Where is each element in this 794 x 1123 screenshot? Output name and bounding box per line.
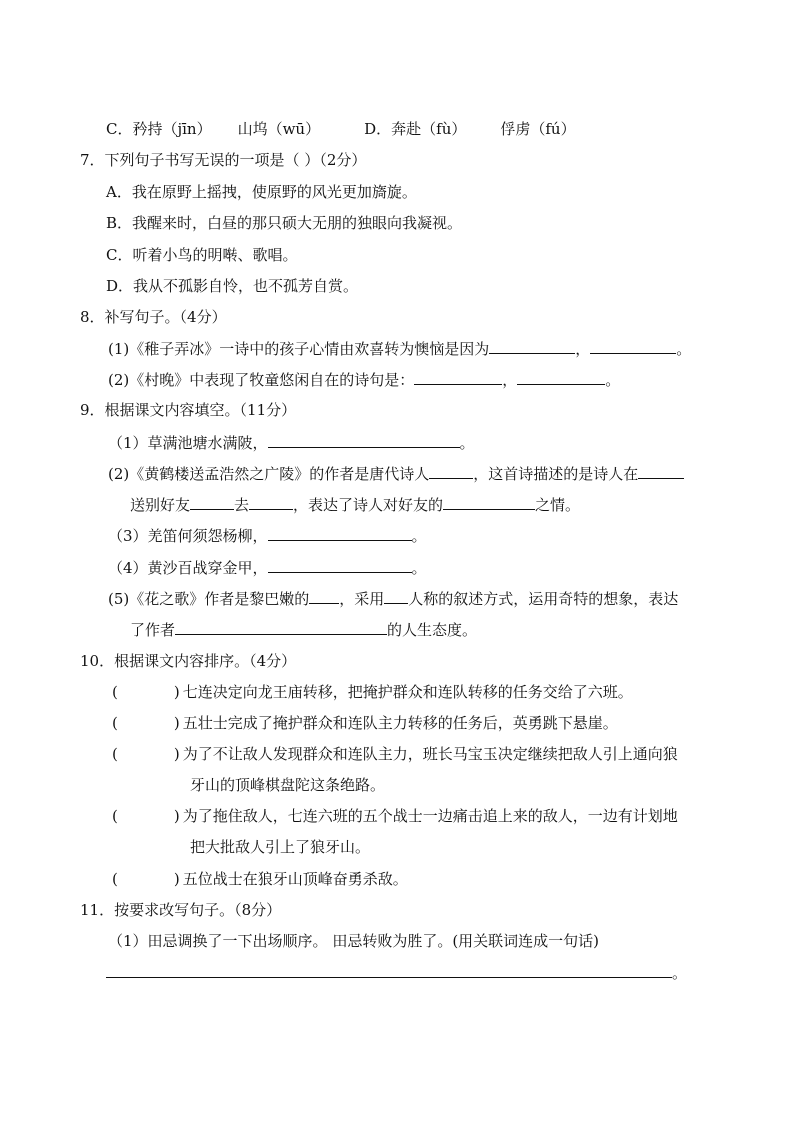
q9-item-2-blank-feeling[interactable] bbox=[443, 494, 535, 510]
q9-item-4-end: 。 bbox=[411, 559, 427, 577]
q6-option-c-extra: 山坞（wū） bbox=[237, 120, 321, 138]
q9-item-2-line-2 bbox=[130, 494, 580, 515]
q10-item-3-continued: 牙山的顶峰棋盘陀这条绝路。 bbox=[190, 776, 386, 794]
q10-item-2 bbox=[112, 713, 618, 733]
q8-item-1-sep: ， bbox=[575, 340, 591, 358]
q11-item-1-answer-line bbox=[106, 962, 687, 983]
q9-item-1-end: 。 bbox=[459, 434, 475, 452]
q8-item-2-sep: ， bbox=[502, 371, 518, 389]
q10-item-4-text: 为了拖住敌人，七连六班的五个战士一边痛击追上来的敌人，一边有计划地 bbox=[182, 807, 678, 825]
q9-item-5-b: ，采用 bbox=[339, 590, 385, 608]
q10-item-2-paren-close: ) bbox=[173, 714, 180, 732]
q10-item-1-paren-open: ( bbox=[112, 683, 118, 701]
q8-item-1-end: 。 bbox=[676, 340, 692, 358]
q9-item-5-line-2 bbox=[130, 619, 477, 640]
q7-option-b: B．我醒来时，白昼的那只硕大无朋的独眼向我凝视。 bbox=[106, 214, 463, 232]
q9-item-1-text: （1）草满池塘水满陂， bbox=[108, 434, 268, 452]
q9-item-3-text: （3）羌笛何须怨杨柳， bbox=[108, 527, 268, 545]
q9-item-2-d: 去 bbox=[234, 496, 250, 514]
q10-item-5-paren-close: ) bbox=[173, 870, 180, 888]
q8-question: 8．补写句子。（4分） bbox=[80, 308, 227, 326]
q10-item-4-paren-close: ) bbox=[173, 807, 180, 825]
q7-question: 7．下列句子书写无误的一项是（ ）（2分） bbox=[80, 151, 367, 169]
q10-item-1-paren-close: ) bbox=[173, 683, 180, 701]
q8-item-2-blank-1[interactable] bbox=[414, 369, 502, 385]
q10-item-1 bbox=[112, 682, 633, 702]
q9-item-5-d: 了作者 bbox=[130, 621, 176, 639]
q9-item-2-blank-poet[interactable] bbox=[429, 463, 473, 479]
q10-item-3-text: 为了不让敌人发现群众和连队主力，班长马宝玉决定继续把敌人引上通向狼 bbox=[182, 745, 678, 763]
q9-item-5-e: 的人生态度。 bbox=[387, 621, 478, 639]
q8-item-2-blank-2[interactable] bbox=[517, 369, 605, 385]
q9-item-2-b: ，这首诗描述的是诗人在 bbox=[473, 465, 639, 483]
q9-item-5-blank-author[interactable] bbox=[309, 588, 339, 604]
q10-item-5-text: 五位战士在狼牙山顶峰奋勇杀敌。 bbox=[182, 870, 408, 888]
q7-option-a: A．我在原野上摇拽，使原野的风光更加旖旋。 bbox=[106, 183, 417, 201]
q9-item-3-blank[interactable] bbox=[268, 525, 412, 541]
q9-item-3-end: 。 bbox=[411, 527, 427, 545]
q10-item-2-paren-open: ( bbox=[112, 714, 118, 732]
q9-item-2-blank-place[interactable] bbox=[638, 463, 684, 479]
q9-item-4 bbox=[108, 557, 427, 578]
q11-item-1-end: 。 bbox=[672, 964, 688, 982]
q10-item-4-paren-open: ( bbox=[112, 807, 118, 825]
q10-item-3-paren-open: ( bbox=[112, 745, 118, 763]
q6-options-row bbox=[106, 119, 576, 139]
q8-item-2-text: (2)《村晚》中表现了牧童悠闲自在的诗句是： bbox=[108, 371, 415, 389]
q7-option-c: C．听着小鸟的明啭、歌唱。 bbox=[106, 246, 298, 264]
q7-option-d: D．我从不孤影自怜，也不孤芳自赏。 bbox=[106, 277, 359, 295]
q9-item-2-a: (2)《黄鹤楼送孟浩然之广陵》的作者是唐代诗人 bbox=[108, 465, 430, 483]
q6-option-c: C．矜持（jīn） bbox=[106, 120, 212, 138]
q6-option-d: D．奔赴（fù） bbox=[364, 120, 467, 138]
q11-item-1: （1）田忌调换了一下出场顺序。 田忌转败为胜了。(用关联词连成一句话) bbox=[108, 932, 600, 950]
q10-item-2-text: 五壮士完成了掩护群众和连队主力转移的任务后，英勇跳下悬崖。 bbox=[182, 714, 618, 732]
q10-item-4 bbox=[112, 806, 678, 826]
q10-item-3-paren-close: ) bbox=[173, 745, 180, 763]
q8-item-2 bbox=[108, 369, 620, 390]
q9-item-2-line-1 bbox=[108, 463, 684, 484]
q9-item-5-line-1 bbox=[108, 588, 678, 609]
q9-item-5-blank-person[interactable] bbox=[384, 588, 408, 604]
q9-item-5-c: 人称的叙述方式，运用奇特的想象，表达 bbox=[408, 590, 679, 608]
q8-item-1 bbox=[108, 338, 691, 359]
q9-question: 9．根据课文内容填空。（11分） bbox=[80, 401, 297, 419]
q9-item-2-blank-dest[interactable] bbox=[249, 494, 293, 510]
q9-item-4-blank[interactable] bbox=[268, 557, 412, 573]
q10-item-1-text: 七连决定向龙王庙转移，把掩护群众和连队转移的任务交给了六班。 bbox=[182, 683, 633, 701]
q10-question: 10．根据课文内容排序。（4分） bbox=[80, 652, 297, 670]
q9-item-5-blank-attitude[interactable] bbox=[175, 619, 387, 635]
q9-item-2-f: 之情。 bbox=[535, 496, 581, 514]
q8-item-1-blank-2[interactable] bbox=[590, 338, 676, 354]
q6-option-d-extra: 俘虏（fú） bbox=[500, 120, 576, 138]
q9-item-4-text: （4）黄沙百战穿金甲， bbox=[108, 559, 268, 577]
q9-item-3 bbox=[108, 525, 427, 546]
q10-item-5-paren-open: ( bbox=[112, 870, 118, 888]
q9-item-1-blank[interactable] bbox=[268, 432, 460, 448]
q9-item-1 bbox=[108, 432, 475, 453]
q8-item-1-blank-1[interactable] bbox=[489, 338, 575, 354]
q9-item-2-c: 送别好友 bbox=[130, 496, 191, 514]
q8-item-1-text: (1)《稚子弄冰》一诗中的孩子心情由欢喜转为懊恼是因为 bbox=[108, 340, 490, 358]
q9-item-2-blank-friend[interactable] bbox=[190, 494, 234, 510]
q11-item-1-blank[interactable] bbox=[106, 962, 672, 978]
q10-item-5 bbox=[112, 869, 408, 889]
q10-item-4-continued: 把大批敌人引上了狼牙山。 bbox=[190, 838, 371, 856]
q8-item-2-end: 。 bbox=[605, 371, 621, 389]
q10-item-3 bbox=[112, 744, 678, 764]
q9-item-2-e: ，表达了诗人对好友的 bbox=[293, 496, 444, 514]
q9-item-5-a: (5)《花之歌》作者是黎巴嫩的 bbox=[108, 590, 310, 608]
q11-question: 11．按要求改写句子。（8分） bbox=[80, 901, 282, 919]
